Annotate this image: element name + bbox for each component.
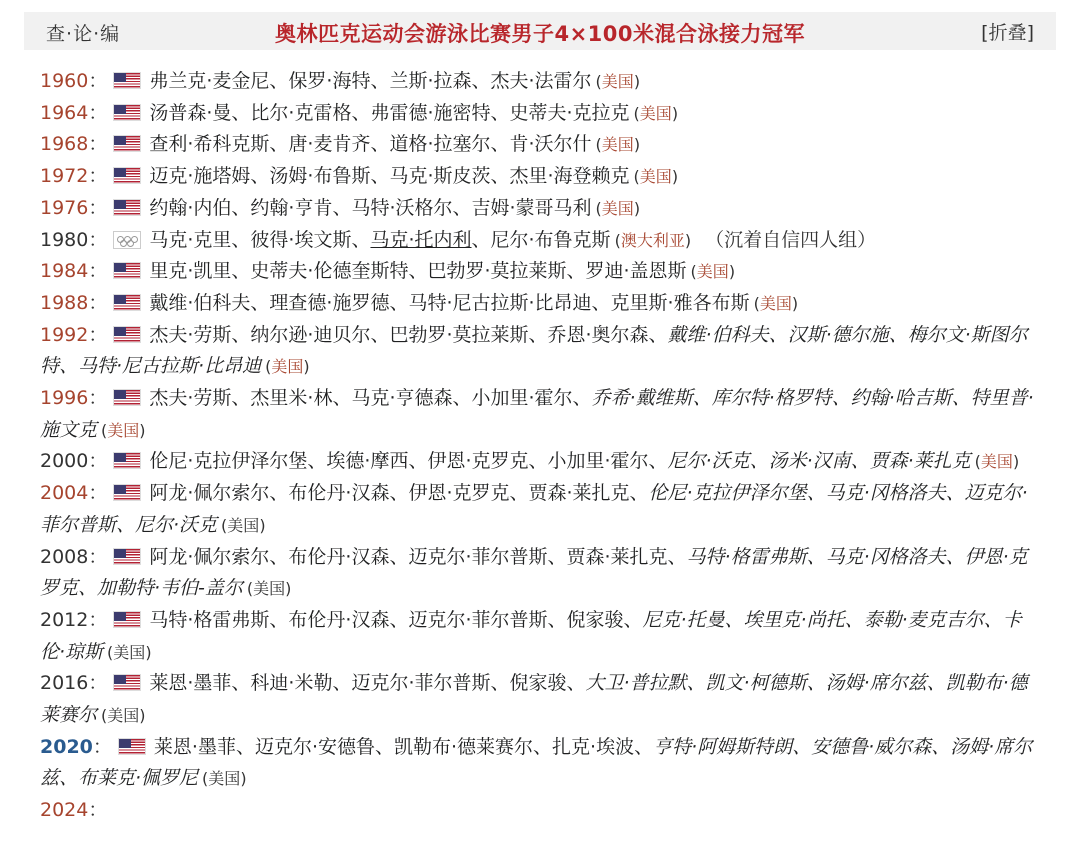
country-link[interactable]: 美国	[601, 72, 634, 91]
list-item: 1964： 汤普森·曼、比尔·克雷格、弗雷德·施密特、史蒂夫·克拉克 (美国)	[40, 101, 679, 124]
country-link[interactable]: 美国	[107, 420, 140, 440]
us-flag-icon	[113, 548, 141, 565]
collapse-toggle[interactable]: [折叠]	[981, 22, 1034, 44]
team-nickname: （沉着自信四人组）	[705, 228, 877, 251]
country-link[interactable]: 美国	[208, 769, 241, 789]
country-link[interactable]: 澳大利亚	[620, 230, 685, 250]
list-item: 1992： 杰夫·劳斯、纳尔逊·迪贝尔、巴勃罗·莫拉莱斯、乔恩·奥尔森、戴维·伯科夫、汉斯·德尔施、梅尔文·斯图尔特、马特·尼古拉斯·比昂迪 (美国)	[40, 323, 1028, 378]
list-item: 1976： 约翰·内伯、约翰·亨肯、马特·沃格尔、吉姆·蒙哥马利 (美国)	[40, 196, 641, 219]
country-link[interactable]: 美国	[271, 357, 304, 377]
year-link[interactable]: 1984	[40, 260, 89, 283]
us-flag-icon	[118, 738, 146, 755]
list-item: 1968： 查利·希科克斯、唐·麦肯齐、道格·拉塞尔、肯·沃尔什 (美国)	[40, 133, 641, 156]
heat-swimmers[interactable]: 大卫·普拉默、凯文·柯德斯、汤姆·席尔兹、凯勒布·德莱赛尔	[40, 672, 1028, 727]
list-item: 1984： 里克·凯里、史蒂夫·伦德奎斯特、巴勃罗·莫拉莱斯、罗迪·盖恩斯 (美国)	[40, 260, 736, 283]
view-link[interactable]: 查	[46, 23, 67, 45]
year-link[interactable]: 1992	[40, 323, 89, 346]
heat-swimmers[interactable]: 戴维·伯科夫、汉斯·德尔施、梅尔文·斯图尔特、马特·尼古拉斯·比昂迪	[40, 323, 1028, 378]
heat-swimmers[interactable]: 尼尔·沃克、汤米·汉南、贾森·莱扎克	[667, 450, 971, 473]
year-link[interactable]: 2024	[40, 799, 89, 822]
list-item: 1988： 戴维·伯科夫、理查德·施罗德、马特·尼古拉斯·比昂迪、克里斯·雅各布斯 (美国)	[40, 291, 799, 314]
list-item: 2016： 莱恩·墨菲、科迪·米勒、迈克尔·菲尔普斯、倪家骏、大卫·普拉默、凯文·柯德斯、汤姆·席尔兹、凯勒布·德莱赛尔 (美国)	[40, 672, 1028, 727]
year-link[interactable]: 1976	[40, 196, 89, 219]
year-link[interactable]: 2012	[40, 608, 89, 631]
swimmers[interactable]: 杰夫·劳斯、杰里米·林、马克·亨德森、小加里·霍尔、	[149, 387, 592, 410]
country-link[interactable]: 美国	[639, 103, 672, 123]
swimmers[interactable]: 迈克·施塔姆、汤姆·布鲁斯、马克·斯皮茨、杰里·海登赖克	[149, 165, 630, 188]
heat-swimmers[interactable]: 乔希·戴维斯、库尔特·格罗特、约翰·哈吉斯、特里普·施文克	[40, 387, 1034, 441]
swimmer-link[interactable]: 马克·托内利	[370, 228, 472, 251]
swimmers[interactable]: 马克·克里、彼得·埃文斯、	[149, 228, 371, 251]
list-item: 2000： 伦尼·克拉伊泽尔堡、埃德·摩西、伊恩·克罗克、小加里·霍尔、尼尔·沃克、汤米·汉南、贾森·莱扎克 (美国)	[40, 450, 1020, 473]
country-link[interactable]: 美国	[107, 706, 140, 726]
us-flag-icon	[113, 167, 141, 184]
us-flag-icon	[113, 135, 141, 152]
edit-link[interactable]: 编	[100, 23, 121, 45]
us-flag-icon	[113, 262, 141, 279]
swimmers[interactable]: 约翰·内伯、约翰·亨肯、马特·沃格尔、吉姆·蒙哥马利	[149, 196, 592, 219]
navbox-titlebar	[24, 12, 1056, 50]
us-flag-icon	[113, 389, 141, 406]
us-flag-icon	[113, 326, 141, 343]
year-link[interactable]: 2016	[40, 672, 89, 695]
navbox-title: 奥林匹克运动会游泳比赛男子4×100米混合泳接力冠军	[274, 22, 806, 46]
talk-link[interactable]: 论	[73, 23, 94, 45]
swimmers[interactable]: 里克·凯里、史蒂夫·伦德奎斯特、巴勃罗·莫拉莱斯、罗迪·盖恩斯	[149, 260, 687, 283]
heat-swimmers[interactable]: 尼克·托曼、埃里克·尚托、泰勒·麦克吉尔、卡伦·琼斯	[40, 608, 1022, 663]
list-item: 1960： 弗兰克·麦金尼、保罗·海特、兰斯·拉森、杰夫·法雷尔 (美国)	[40, 70, 641, 92]
year-link[interactable]: 1968	[40, 133, 89, 156]
us-flag-icon	[113, 484, 141, 501]
list-item: 1972： 迈克·施塔姆、汤姆·布鲁斯、马克·斯皮茨、杰里·海登赖克 (美国)	[40, 165, 679, 188]
country-link[interactable]: 美国	[113, 642, 146, 662]
us-flag-icon	[113, 104, 141, 121]
list-item: 2004： 阿龙·佩尔索尔、布伦丹·汉森、伊恩·克罗克、贾森·莱扎克、伦尼·克拉伊泽尔堡、马克·冈格洛夫、迈克尔·菲尔普斯、尼尔·沃克 (美国)	[40, 482, 1028, 536]
us-flag-icon	[113, 72, 141, 89]
year-link[interactable]: 1996	[40, 387, 89, 410]
swimmers[interactable]: 莱恩·墨菲、迈克尔·安德鲁、凯勒布·德莱赛尔、扎克·埃波、	[153, 735, 654, 758]
year-link[interactable]: 1972	[40, 165, 89, 188]
swimmers[interactable]: 杰夫·劳斯、纳尔逊·迪贝尔、巴勃罗·莫拉莱斯、乔恩·奥尔森、	[149, 323, 668, 346]
country-link[interactable]: 美国	[227, 515, 260, 535]
country-link[interactable]: 美国	[759, 293, 792, 313]
swimmers[interactable]: 汤普森·曼、比尔·克雷格、弗雷德·施密特、史蒂夫·克拉克	[149, 101, 630, 124]
us-flag-icon	[113, 674, 141, 691]
us-flag-icon	[113, 452, 141, 469]
year-link[interactable]: 1960	[40, 70, 89, 92]
swimmers[interactable]: 马特·格雷弗斯、布伦丹·汉森、迈克尔·菲尔普斯、倪家骏、	[149, 608, 643, 631]
swimmers[interactable]: 查利·希科克斯、唐·麦肯齐、道格·拉塞尔、肯·沃尔什	[149, 133, 592, 156]
list-item: 1980： 马克·克里、彼得·埃文斯、马克·托内利、尼尔·布鲁克斯 (澳大利亚) （沉着自信四人组）	[40, 228, 877, 251]
country-link[interactable]: 美国	[601, 135, 634, 155]
year-link[interactable]: 2008	[40, 545, 89, 568]
us-flag-icon	[113, 611, 141, 628]
swimmers[interactable]: 伦尼·克拉伊泽尔堡、埃德·摩西、伊恩·克罗克、小加里·霍尔、	[149, 450, 668, 473]
us-flag-icon	[113, 199, 141, 216]
heat-swimmers[interactable]: 亨特·阿姆斯特朗、安德鲁·威尔森、汤姆·席尔兹、布莱克·佩罗尼	[40, 735, 1033, 790]
vte-links: 查·论·编	[46, 23, 121, 45]
swimmers[interactable]: 阿龙·佩尔索尔、布伦丹·汉森、伊恩·克罗克、贾森·莱扎克、	[149, 482, 649, 505]
year-link[interactable]: 2000	[40, 450, 89, 473]
country-link[interactable]: 美国	[980, 452, 1013, 472]
heat-swimmers[interactable]: 伦尼·克拉伊泽尔堡、马克·冈格洛夫、迈克尔·菲尔普斯、尼尔·沃克	[40, 482, 1028, 536]
year-link[interactable]: 1964	[40, 101, 89, 124]
us-flag-icon	[113, 294, 141, 311]
year-link[interactable]: 1980	[40, 228, 89, 251]
collapse-button[interactable]: 折叠	[988, 22, 1027, 44]
swimmers[interactable]: 莱恩·墨菲、科迪·米勒、迈克尔·菲尔普斯、倪家骏、	[149, 672, 586, 695]
list-item: 2008： 阿龙·佩尔索尔、布伦丹·汉森、迈克尔·菲尔普斯、贾森·莱扎克、马特·格雷弗斯、马克·冈格洛夫、伊恩·克罗克、加勒特·韦伯-盖尔 (美国)	[40, 545, 1028, 600]
list-item: 2012： 马特·格雷弗斯、布伦丹·汉森、迈克尔·菲尔普斯、倪家骏、尼克·托曼、埃里克·尚托、泰勒·麦克吉尔、卡伦·琼斯 (美国)	[40, 608, 1022, 663]
country-link[interactable]: 美国	[696, 262, 729, 282]
year-link[interactable]: 2020	[40, 735, 93, 758]
swimmers[interactable]: 阿龙·佩尔索尔、布伦丹·汉森、迈克尔·菲尔普斯、贾森·莱扎克、	[149, 545, 687, 568]
country-link[interactable]: 美国	[253, 579, 286, 599]
heat-swimmers[interactable]: 马特·格雷弗斯、马克·冈格洛夫、伊恩·克罗克、加勒特·韦伯-盖尔	[40, 545, 1028, 600]
list-item: 2024：	[40, 799, 108, 822]
year-link[interactable]: 2004	[40, 482, 89, 505]
country-link[interactable]: 美国	[601, 198, 634, 218]
list-item: 2020： 莱恩·墨菲、迈克尔·安德鲁、凯勒布·德莱赛尔、扎克·埃波、亨特·阿姆斯特朗、安德鲁·威尔森、汤姆·席尔兹、布莱克·佩罗尼 (美国)	[40, 735, 1033, 790]
list-item: 1996： 杰夫·劳斯、杰里米·林、马克·亨德森、小加里·霍尔、乔希·戴维斯、库尔特·格罗特、约翰·哈吉斯、特里普·施文克 (美国)	[40, 387, 1034, 441]
champion-list	[40, 66, 1040, 827]
olympic-flag-icon	[113, 231, 141, 249]
country-link[interactable]: 美国	[639, 167, 672, 187]
swimmers[interactable]: 戴维·伯科夫、理查德·施罗德、马特·尼古拉斯·比昂迪、克里斯·雅各布斯	[149, 291, 750, 314]
year-link[interactable]: 1988	[40, 291, 89, 314]
swimmers[interactable]: 弗兰克·麦金尼、保罗·海特、兰斯·拉森、杰夫·法雷尔	[149, 70, 592, 92]
swimmers[interactable]: 、尼尔·布鲁克斯	[471, 228, 611, 251]
